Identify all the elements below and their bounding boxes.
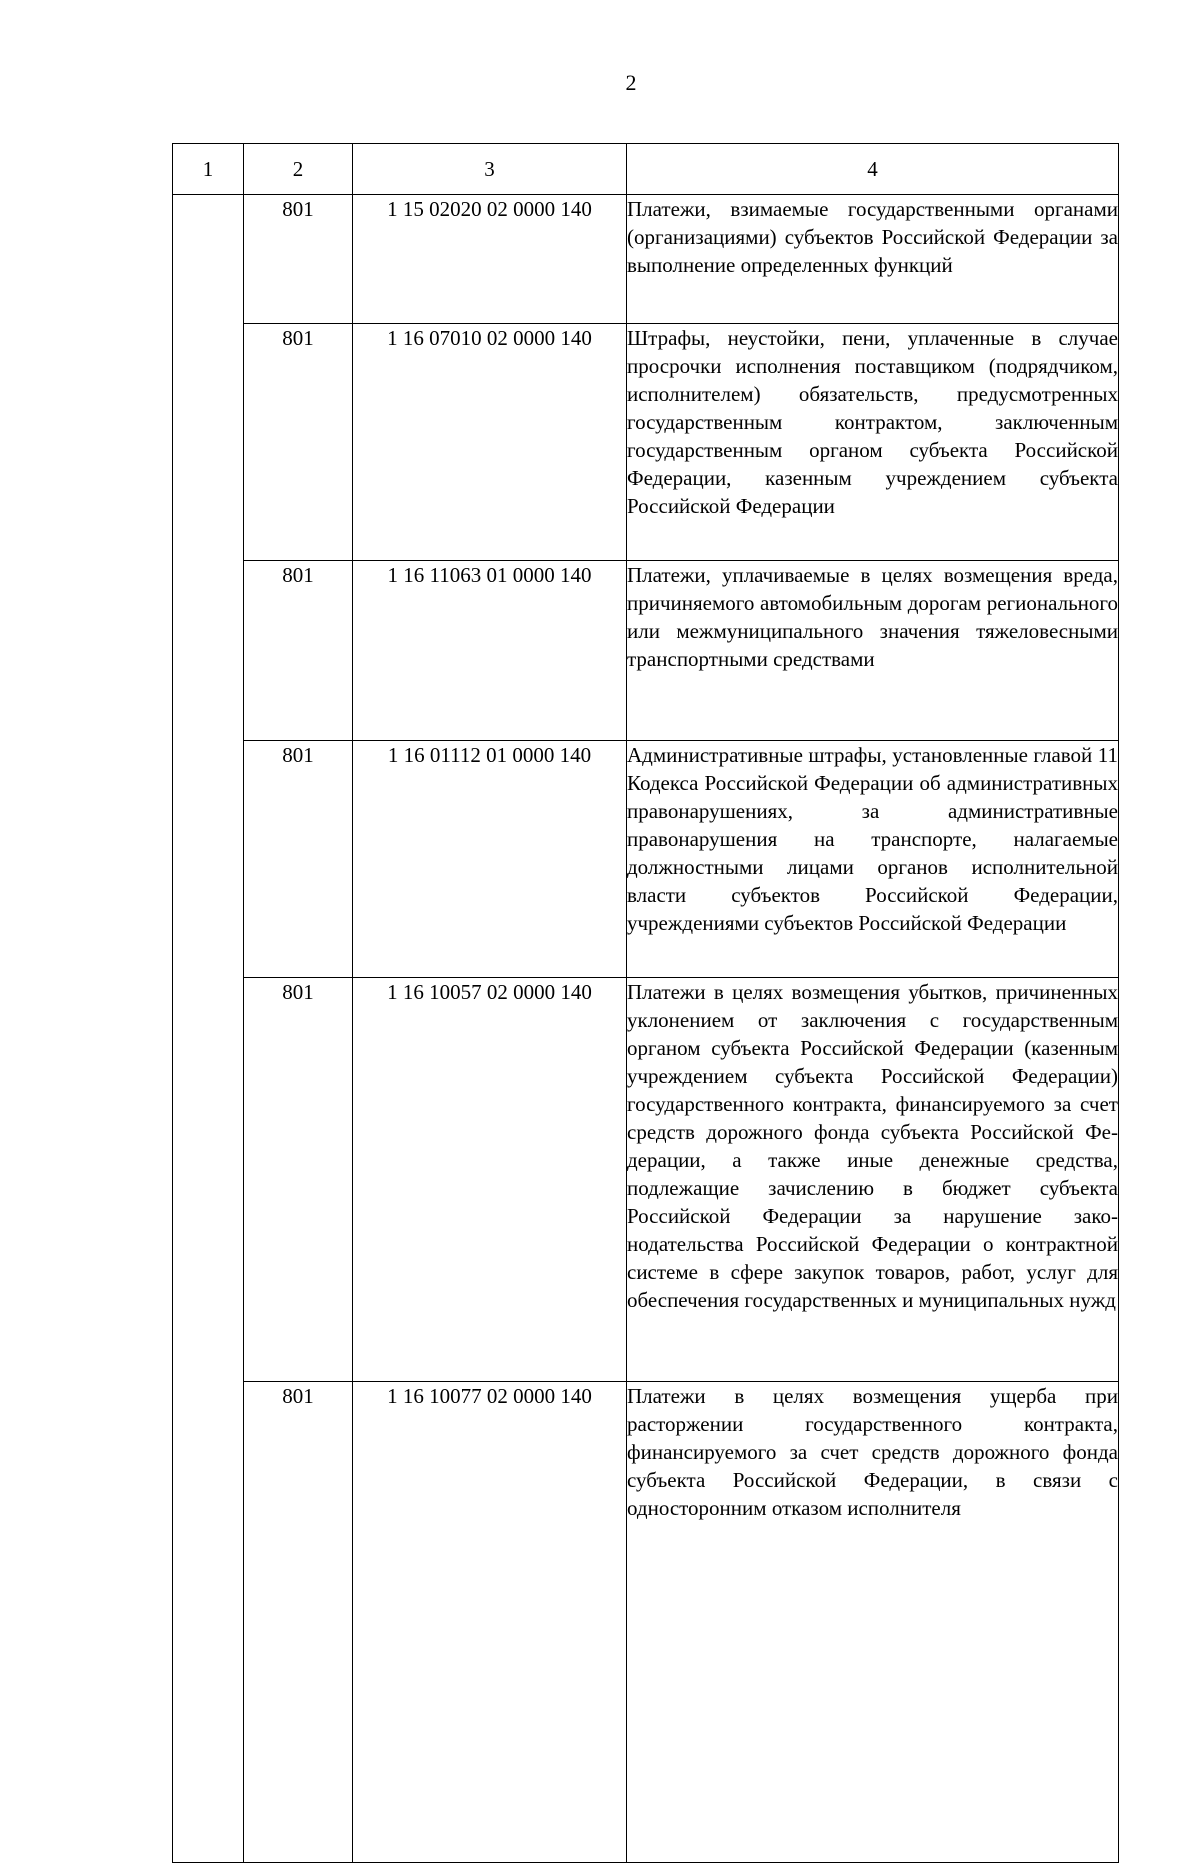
- admin-code-cell: 801: [244, 561, 353, 741]
- admin-code-cell: 801: [244, 324, 353, 561]
- kbk-code-cell: 1 16 11063 01 0000 140: [353, 561, 627, 741]
- description-cell: Платежи, уплачиваемые в целях возмещения вреда, причиняемого автомобильным дорогам регионального или межмуниципального значения тяжеловесными транспортными средствами: [627, 561, 1119, 741]
- table-row: [173, 978, 1119, 1382]
- kbk-code-cell: 1 16 10077 02 0000 140: [353, 1382, 627, 1863]
- table-row: [173, 324, 1119, 561]
- page-number: 2: [625, 70, 637, 95]
- table-row: [173, 741, 1119, 978]
- kbk-code-cell: 1 16 10057 02 0000 140: [353, 978, 627, 1382]
- admin-code-cell: 801: [244, 741, 353, 978]
- admin-code-cell: 801: [244, 978, 353, 1382]
- kbk-code-cell: 1 15 02020 02 0000 140: [353, 195, 627, 324]
- revenue-codes-table: [172, 143, 1119, 1863]
- description-cell: Платежи в целях возмещения ущерба при расторжении государственного контракта, финансируемого за счет средств дорожного фонда субъекта Российской Федерации, в связи с односторонним отказом исполнителя: [627, 1382, 1119, 1863]
- header-col-3: 3: [353, 144, 627, 195]
- table-row: [173, 1382, 1119, 1863]
- table-row: [173, 561, 1119, 741]
- admin-code-cell: 801: [244, 195, 353, 324]
- admin-code-cell: 801: [244, 1382, 353, 1863]
- kbk-code-cell: 1 16 07010 02 0000 140: [353, 324, 627, 561]
- table-header-row: [173, 144, 1119, 195]
- merged-empty-cell: [173, 195, 244, 1863]
- description-cell: Платежи в целях возмещения убытков, причиненных уклонением от заключения с государственным органом субъекта Российской Федерации (казенным учреждением субъекта Российской Федерации) государственного контракта, финансируемого за счет средств дорожного фонда субъекта Российской Федерации, а также иные денежные средства, подлежащие зачислению в бюджет субъекта Российской Федерации за нарушение законодательства Российской Федерации о контрактной системе в сфере закупок товаров, работ, услуг для обеспечения государственных и муниципальных нужд: [627, 978, 1119, 1382]
- description-cell: Штрафы, неустойки, пени, уплаченные в случае просрочки исполнения поставщиком (подрядчиком, исполнителем) обязательств, предусмотренных государственным контрактом, заключенным государственным органом субъекта Российской Федерации, казенным учреждением субъекта Российской Федерации: [627, 324, 1119, 561]
- description-cell: Платежи, взимаемые государственными органами (организациями) субъектов Российской Федерации за выполнение определенных функций: [627, 195, 1119, 324]
- header-col-2: 2: [244, 144, 353, 195]
- description-cell: Административные штрафы, установленные главой 11 Кодекса Российской Федерации об административных правонарушениях, за административные правонарушения на транспорте, налагаемые должностными лицами органов исполнительной власти субъектов Российской Федерации, учреждениями субъектов Российской Федерации: [627, 741, 1119, 978]
- kbk-code-cell: 1 16 01112 01 0000 140: [353, 741, 627, 978]
- header-col-4: 4: [627, 144, 1119, 195]
- table-row: [173, 195, 1119, 324]
- header-col-1: 1: [173, 144, 244, 195]
